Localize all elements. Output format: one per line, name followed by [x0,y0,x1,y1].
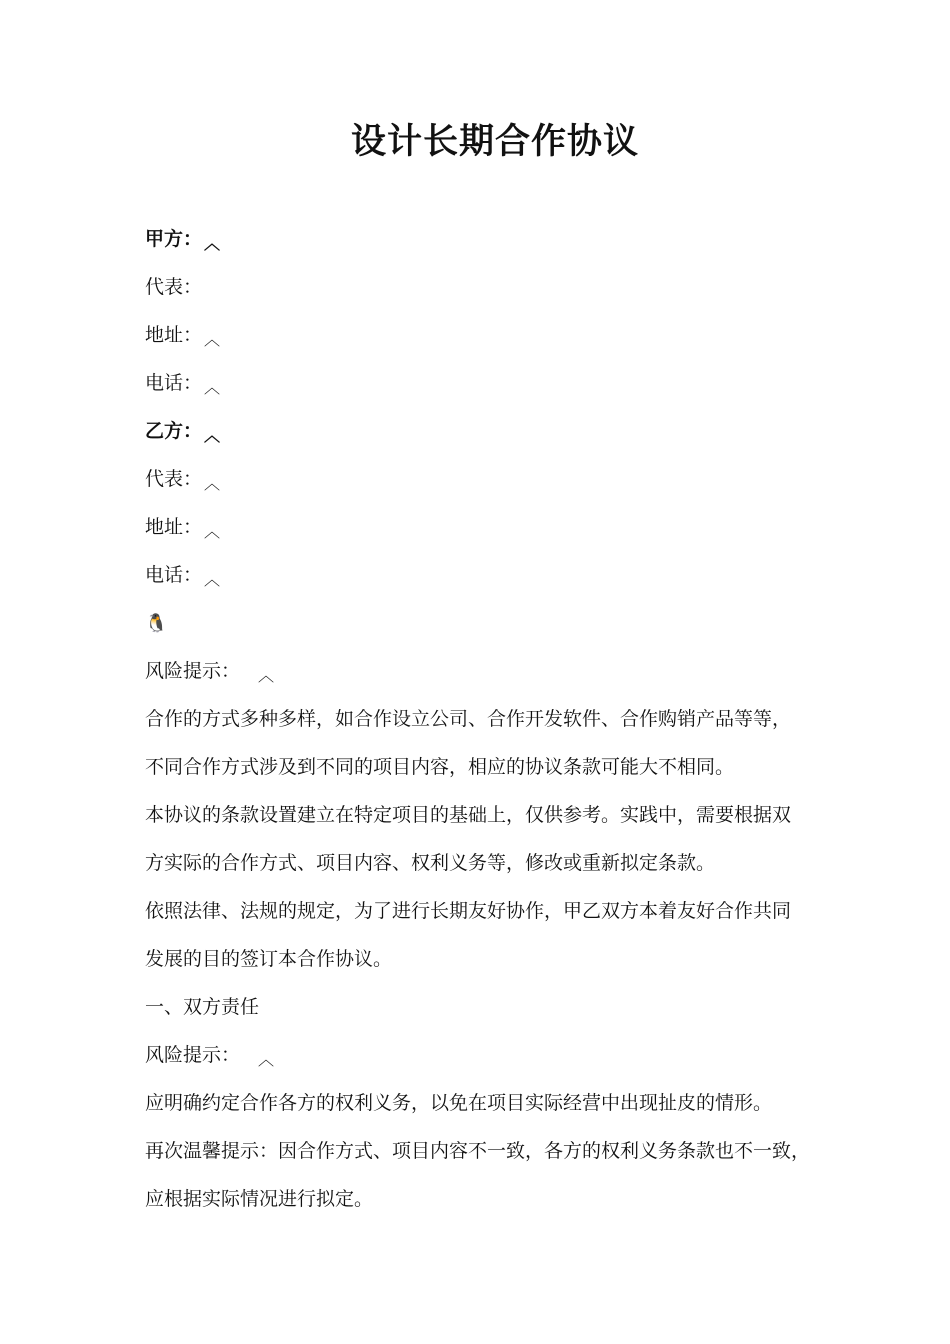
paragraph-line: 应根据实际情况进行拟定。 [145,1188,374,1210]
party-b-address-label: 地址： [145,516,203,538]
paragraph-line: 依照法律、法规的规定，为了进行长期友好协作，甲乙双方本着友好合作共同 [145,900,792,922]
section-heading: 一、双方责任 [145,996,260,1018]
party-a-rep-label: 代表： [145,276,203,298]
caret-icon: ︿ [204,522,221,541]
penguin-icon: 🐧 [145,613,168,634]
caret-icon: ︿ [204,234,221,253]
caret-icon: ︿ [204,570,221,589]
paragraph-line: 本协议的条款设置建立在特定项目的基础上，仅供参考。实践中，需要根据双 [145,804,792,826]
risk-tip-2-line [145,1039,835,1087]
party-b-label-line [145,415,835,463]
risk-tip-label: 风险提示： [145,1044,241,1066]
party-a-rep-line [145,271,835,319]
party-a-address-line [145,319,835,367]
party-b-phone-label: 电话： [145,564,203,586]
caret-icon: ︿ [204,378,221,397]
party-b-label: 乙方： [145,420,203,442]
paragraph-line: 方实际的合作方式、项目内容、权利义务等，修改或重新拟定条款。 [145,852,716,874]
party-b-address-line [145,511,835,559]
paragraph-line: 发展的目的签订本合作协议。 [145,948,393,970]
party-b-phone-line [145,559,835,607]
penguin-icon-line [145,607,835,655]
party-a-phone-line [145,367,835,415]
caret-icon: ︿ [258,666,275,685]
party-a-label-line [145,223,835,271]
caret-icon: ︿ [258,1050,275,1069]
paragraph-line: 应明确约定合作各方的权利义务，以免在项目实际经营中出现扯皮的情形。 [145,1092,773,1114]
caret-icon: ︿ [204,474,221,493]
paragraph-line: 合作的方式多种多样，如合作设立公司、合作开发软件、合作购销产品等等， [145,708,792,730]
party-b-rep-label: 代表： [145,468,203,490]
paragraph-line: 再次温馨提示：因合作方式、项目内容不一致，各方的权利义务条款也不一致， [145,1140,811,1162]
risk-tip-1-line [145,655,835,703]
party-a-phone-label: 电话： [145,372,203,394]
document-title: 设计长期合作协议 [350,121,639,162]
party-b-rep-line [145,463,835,511]
risk-tip-label: 风险提示： [145,660,241,682]
caret-icon: ︿ [204,426,221,445]
caret-icon: ︿ [204,330,221,349]
document-body [145,223,835,1231]
party-a-address-label: 地址： [145,324,203,346]
party-a-label: 甲方： [145,228,203,250]
paragraph-line: 不同合作方式涉及到不同的项目内容，相应的协议条款可能大不相同。 [145,756,735,778]
